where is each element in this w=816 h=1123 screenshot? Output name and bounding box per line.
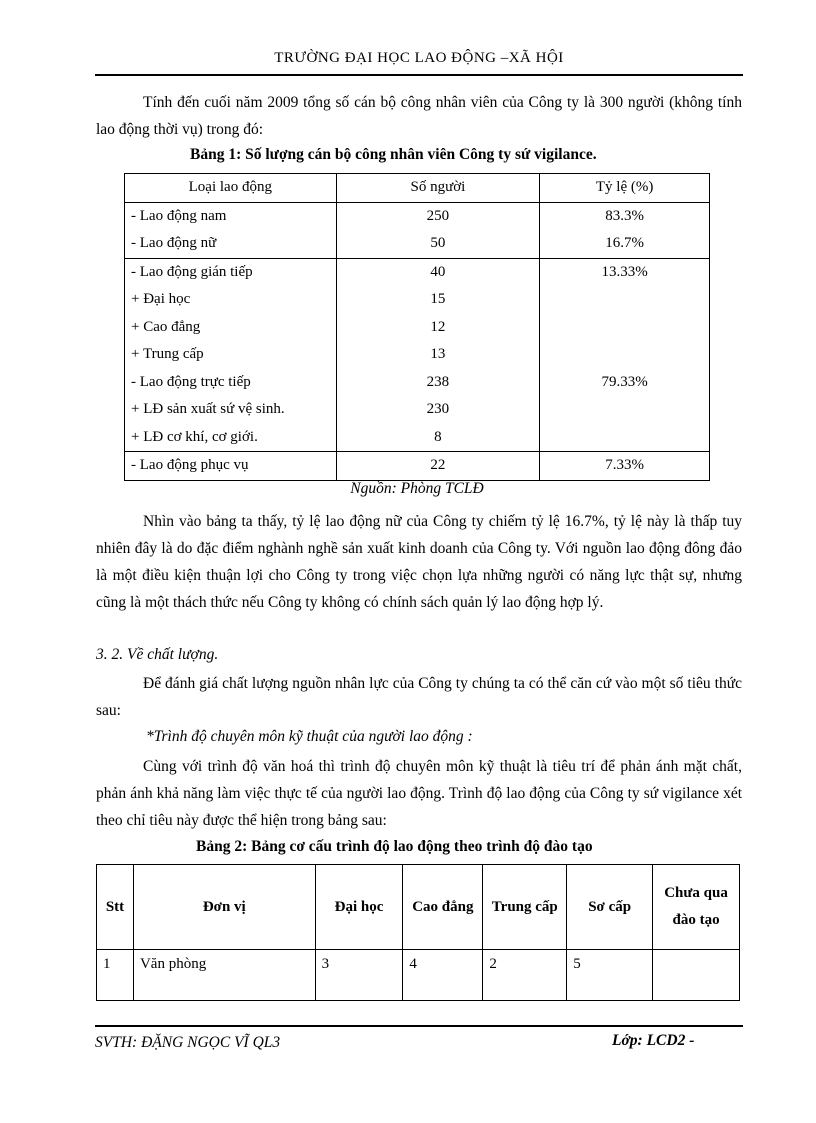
- table-cell: 7.33%: [540, 452, 710, 481]
- table-cell: 16.7%: [540, 230, 710, 258]
- table-cell: [540, 396, 710, 424]
- table-cell: + Trung cấp: [125, 341, 337, 369]
- table-cell: + LĐ sản xuất sứ vệ sinh.: [125, 396, 337, 424]
- table-row: [125, 396, 710, 424]
- table-cell: [540, 286, 710, 314]
- table-header-cell: Sơ cấp: [567, 865, 653, 950]
- table-cell: [540, 314, 710, 342]
- table1-caption: Bảng 1: Số lượng cán bộ công nhân viên Công ty sứ vigilance.: [190, 146, 597, 163]
- page-header: TRƯỜNG ĐẠI HỌC LAO ĐỘNG –XÃ HỘI: [274, 50, 564, 66]
- footer-class: Lớp: LCD2 -: [612, 1032, 695, 1049]
- table-cell: - Lao động phục vụ: [125, 452, 337, 481]
- footer-author: SVTH: ĐẶNG NGỌC VĨ QL3: [95, 1034, 281, 1051]
- paragraph-analysis: Nhìn vào bảng ta thấy, tỷ lệ lao động nữ của Công ty chiếm tỷ lệ 16.7%, tỷ lệ này là thấp tuy nhiên đây là do đặc điểm nghành nghề sản xuất kinh doanh của Công ty. Với nguồn lao động đông đảo là một điều kiện thuận lợi cho Công ty trong việc chọn lựa những người có năng lực thật sự, nhưng cũng là một thách thức nếu Công ty không có chính sách quản lý lao động hợp lý.: [96, 513, 742, 611]
- paragraph-qualification: Cùng với trình độ văn hoá thì trình độ chuyên môn kỹ thuật là tiêu trí để phản ánh mặt chất, phản ánh khả năng làm việc thực tế của người lao động. Trình độ lao động của Công ty sứ vigilance xét theo chỉ tiêu này được thể hiện trong bảng sau:: [96, 758, 742, 829]
- table-cell: 40: [336, 258, 540, 286]
- table-cell: 3: [315, 950, 403, 1001]
- footer-divider: [95, 1025, 743, 1027]
- staff-table: [124, 173, 710, 481]
- table-cell: 2: [483, 950, 567, 1001]
- table-row: [125, 202, 710, 230]
- table-cell: 13: [336, 341, 540, 369]
- table-cell: 83.3%: [540, 202, 710, 230]
- table-header-cell: Tỷ lệ (%): [540, 174, 710, 203]
- table-header-cell: Đơn vị: [133, 865, 315, 950]
- table-header-row: [125, 174, 710, 203]
- table-row: [125, 424, 710, 452]
- table-row: [125, 286, 710, 314]
- table-cell: 8: [336, 424, 540, 452]
- table-cell: 1: [97, 950, 134, 1001]
- table-header-cell: Chưa qua đào tạo: [653, 865, 740, 950]
- table-cell: [540, 341, 710, 369]
- table-row: [125, 230, 710, 258]
- table-cell: 5: [567, 950, 653, 1001]
- table-cell: + Đại học: [125, 286, 337, 314]
- table-row: [125, 258, 710, 286]
- paragraph-intro: Tính đến cuối năm 2009 tổng số cán bộ công nhân viên của Công ty là 300 người (không tính lao động thời vụ) trong đó:: [96, 94, 742, 138]
- table-row: [125, 452, 710, 481]
- table-cell: Văn phòng: [133, 950, 315, 1001]
- table-row: [125, 341, 710, 369]
- table-cell: 13.33%: [540, 258, 710, 286]
- table-cell: 238: [336, 369, 540, 397]
- section-heading: 3. 2. Về chất lượng.: [96, 646, 219, 663]
- table-cell: 230: [336, 396, 540, 424]
- table-row: [97, 950, 740, 1001]
- table1-source: Nguồn: Phòng TCLĐ: [350, 480, 484, 497]
- table2-caption: Bảng 2: Bảng cơ cấu trình độ lao động theo trình độ đào tạo: [196, 838, 593, 855]
- table-cell: 250: [336, 202, 540, 230]
- table-row: [125, 314, 710, 342]
- subheading: *Trình độ chuyên môn kỹ thuật của người lao động :: [146, 728, 473, 745]
- table-cell: 15: [336, 286, 540, 314]
- table-header-cell: Đại học: [315, 865, 403, 950]
- table-cell: - Lao động nữ: [125, 230, 337, 258]
- paragraph-criteria: Để đánh giá chất lượng nguồn nhân lực của Công ty chúng ta có thể căn cứ vào một số tiêu thức sau:: [96, 675, 742, 719]
- table-header-cell: Trung cấp: [483, 865, 567, 950]
- table-cell: - Lao động gián tiếp: [125, 258, 337, 286]
- table-header-row: [97, 865, 740, 950]
- table-cell: 12: [336, 314, 540, 342]
- table-cell: 22: [336, 452, 540, 481]
- table-cell: 50: [336, 230, 540, 258]
- table-cell: [540, 424, 710, 452]
- table-header-cell: Số người: [336, 174, 540, 203]
- qualification-table: [96, 864, 740, 1001]
- table-row: [125, 369, 710, 397]
- table-header-cell: Cao đẳng: [403, 865, 483, 950]
- table-header-cell: Loại lao động: [125, 174, 337, 203]
- table-cell: 79.33%: [540, 369, 710, 397]
- table-cell: - Lao động nam: [125, 202, 337, 230]
- table-cell: - Lao động trực tiếp: [125, 369, 337, 397]
- table-cell: + LĐ cơ khí, cơ giới.: [125, 424, 337, 452]
- table-cell: [653, 950, 740, 1001]
- header-divider: [95, 74, 743, 76]
- table-cell: + Cao đẳng: [125, 314, 337, 342]
- table-cell: 4: [403, 950, 483, 1001]
- table-header-cell: Stt: [97, 865, 134, 950]
